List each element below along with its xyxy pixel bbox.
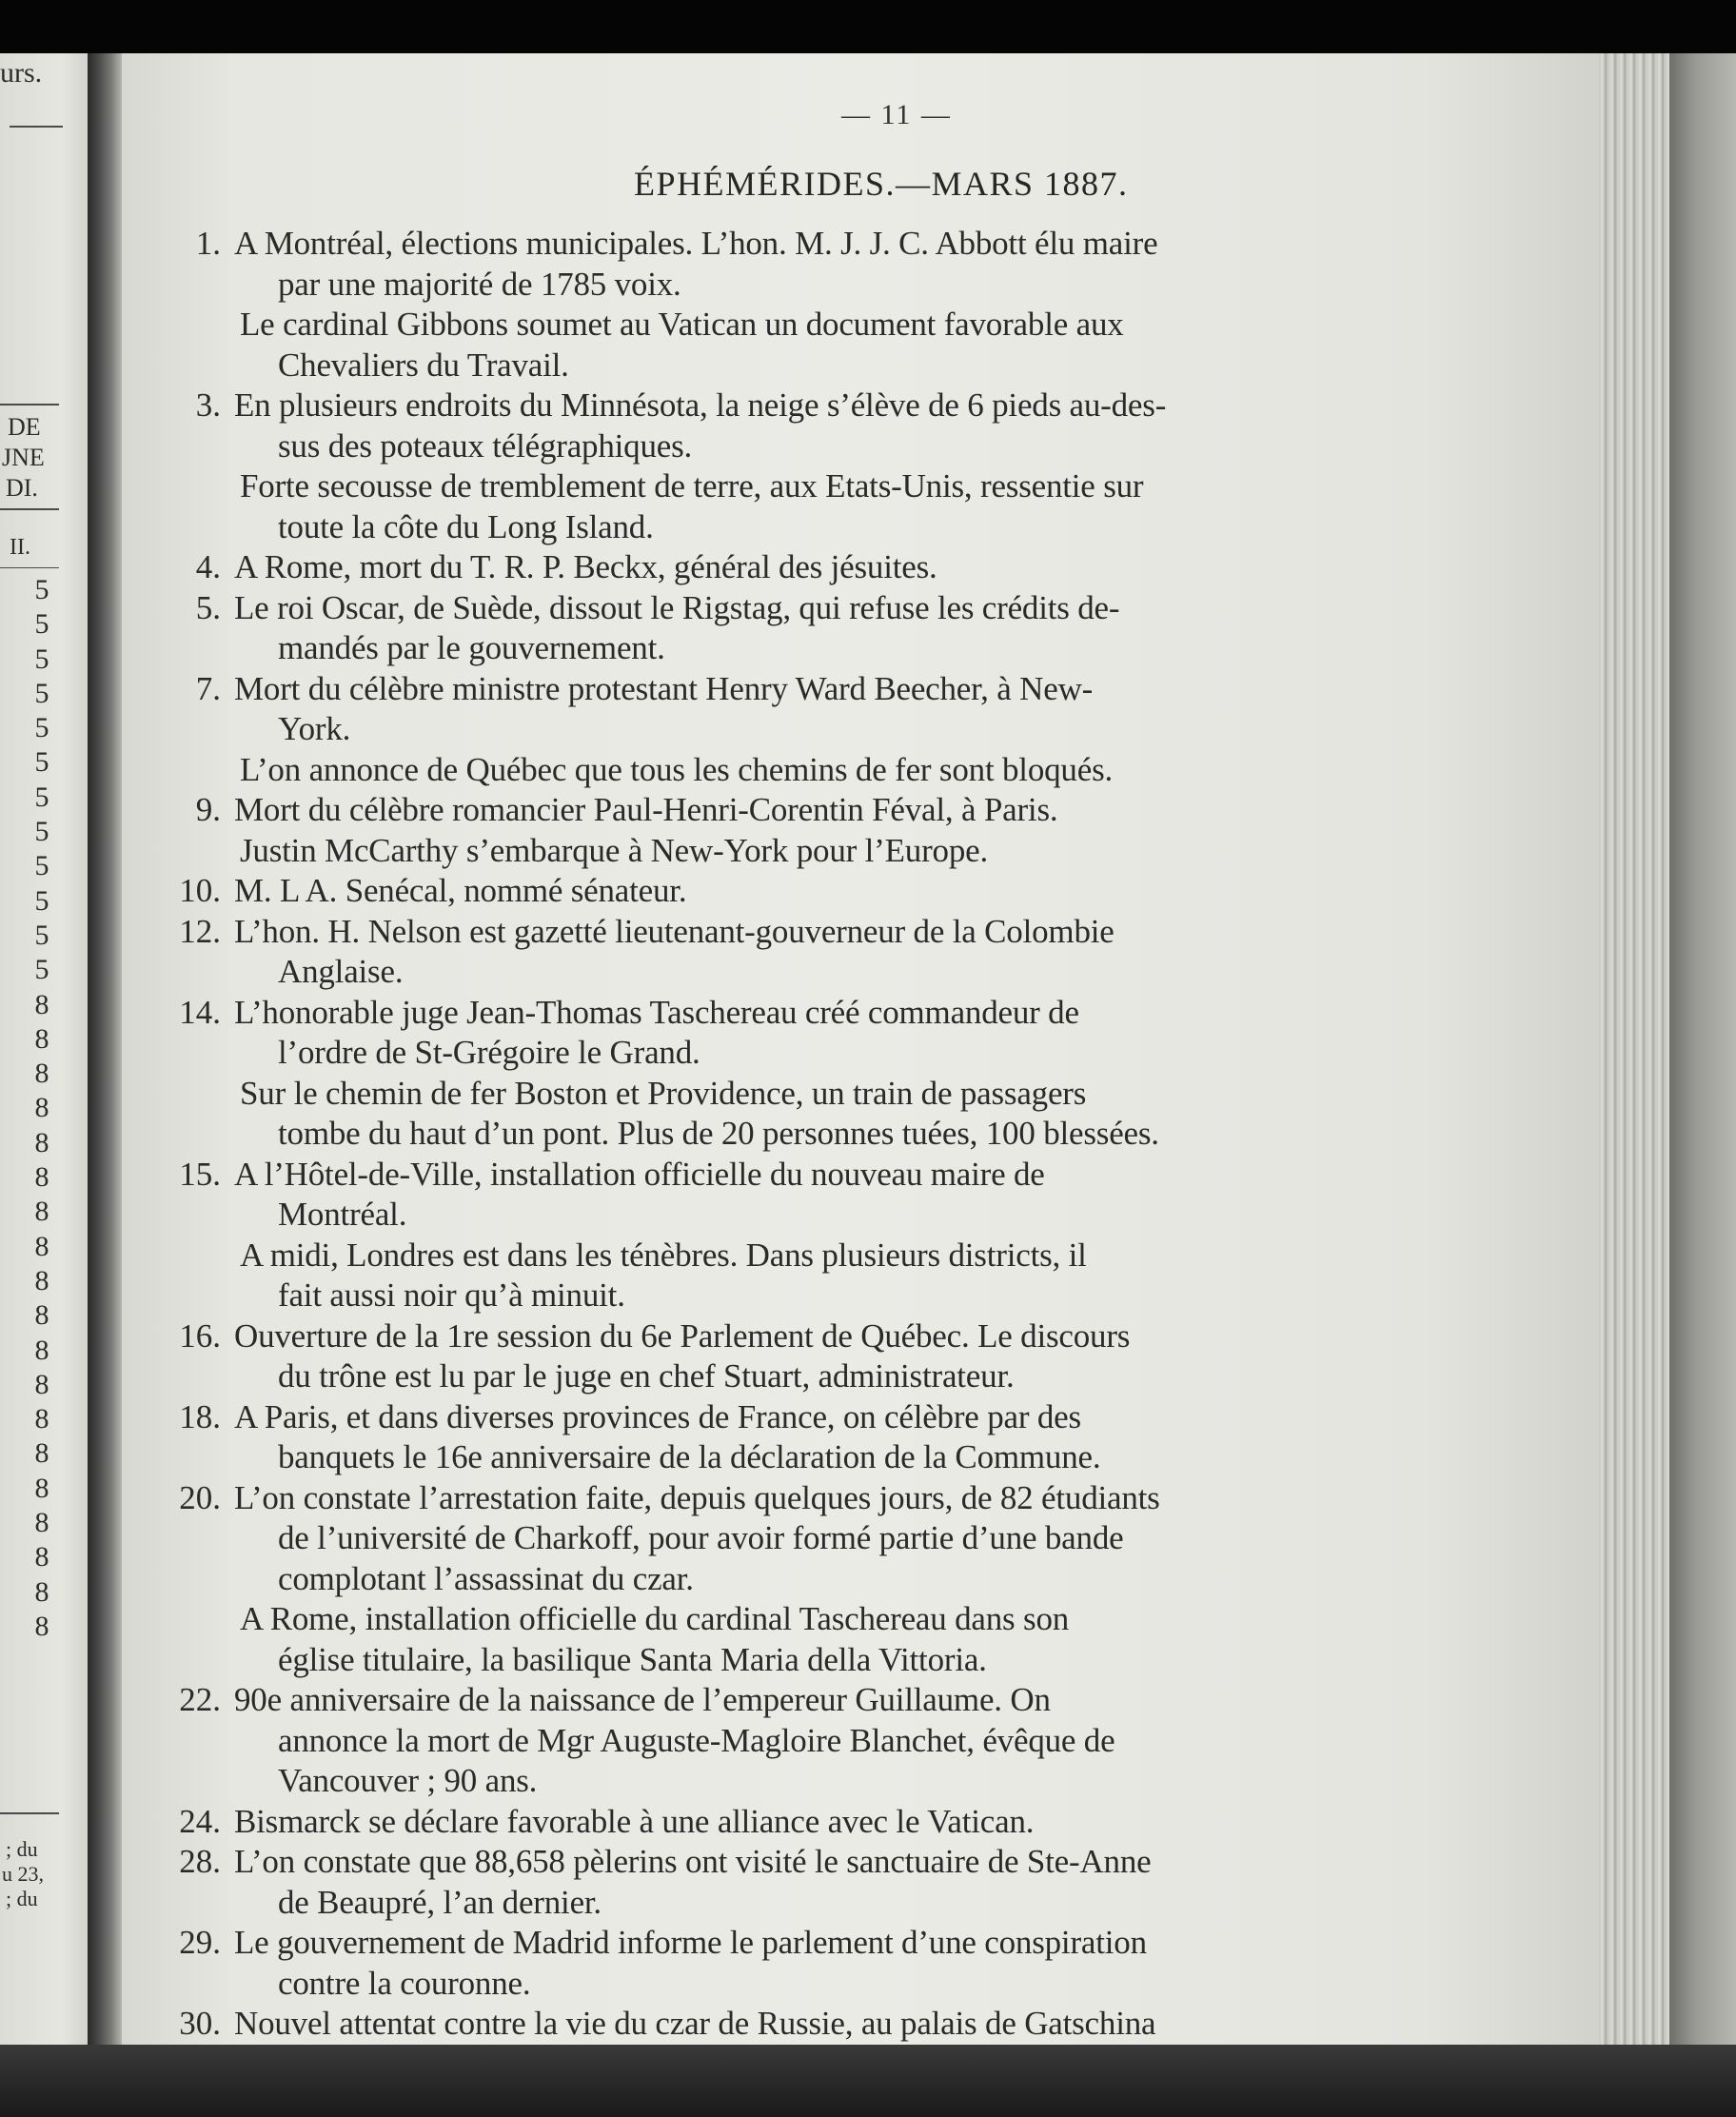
- entry-continuation-line: fait aussi noir qu’à minuit.: [278, 1276, 625, 1314]
- entry-continuation-line: par une majorité de 1785 voix.: [278, 265, 681, 303]
- entry-continuation-line: banquets le 16e anniversaire de la déclaration de la Commune.: [278, 1438, 1101, 1475]
- left-page-header-line: DI.: [6, 474, 38, 502]
- left-facing-page: [0, 53, 88, 2045]
- left-page-value: 8: [34, 1058, 49, 1090]
- left-page-value: 8: [34, 1022, 49, 1055]
- entry-continuation-line: de l’université de Charkoff, pour avoir formé partie d’une bande: [278, 1519, 1124, 1556]
- entry-line: 90e anniversaire de la naissance de l’empereur Guillaume. On: [234, 1681, 1051, 1718]
- left-page-value: 8: [34, 1437, 49, 1470]
- entry-line: Forte secousse de tremblement de terre, aux Etats-Unis, ressentie sur: [240, 467, 1144, 505]
- entry-line: L’on constate que 88,658 pèlerins ont visité le sanctuaire de Ste-Anne: [234, 1843, 1152, 1880]
- entry-date-number: 29.: [179, 1924, 221, 1961]
- entry-line: A Rome, mort du T. R. P. Beckx, général des jésuites.: [234, 548, 937, 585]
- entry-continuation-line: Vancouver ; 90 ans.: [278, 1762, 538, 1799]
- entry-date-number: 30.: [179, 2005, 221, 2042]
- entry-continuation-line: l’ordre de St-Grégoire le Grand.: [278, 1034, 700, 1071]
- left-page-value: 5: [34, 884, 49, 917]
- left-page-value: 8: [34, 1126, 49, 1158]
- left-page-value: 8: [34, 1334, 49, 1366]
- entry-line: Le roi Oscar, de Suède, dissout le Rigstag, qui refuse les crédits de-: [234, 588, 1120, 626]
- left-page-value: 5: [34, 712, 49, 744]
- entry-continuation-line: Anglaise.: [278, 953, 404, 990]
- page-number: — 11 —: [841, 99, 952, 130]
- left-page-footer-line: ; du: [6, 1837, 38, 1861]
- entry-date-number: 4.: [195, 548, 221, 585]
- left-page-value: 8: [34, 1264, 49, 1296]
- left-page-value: 5: [34, 608, 49, 641]
- entry-line: A Rome, installation officielle du cardinal Taschereau dans son: [240, 1600, 1070, 1637]
- left-page-value: 5: [34, 954, 49, 986]
- entry-continuation-line: contre la couronne.: [278, 1964, 531, 2002]
- left-page-rule: [0, 1812, 59, 1814]
- entry-date-number: 7.: [195, 669, 221, 707]
- left-page-value: 8: [34, 1299, 49, 1332]
- entries-list: [122, 53, 1599, 2045]
- left-page-value-column: [13, 573, 70, 1644]
- entry-line: Nouvel attentat contre la vie du czar de Russie, au palais de Gatschina: [234, 2005, 1156, 2042]
- entry-continuation-line: sus des poteaux télégraphiques.: [278, 426, 693, 465]
- entry-line: L’honorable juge Jean-Thomas Taschereau créé commandeur de: [234, 993, 1079, 1031]
- entry-line: A l’Hôtel-de-Ville, installation officielle du nouveau maire de: [234, 1155, 1045, 1193]
- entry-date-number: 28.: [179, 1843, 221, 1880]
- left-page-value: 5: [34, 574, 49, 605]
- left-page-value: 8: [34, 1507, 49, 1539]
- left-page-value: 5: [34, 677, 49, 709]
- left-page-value: 8: [34, 1472, 49, 1504]
- entry-line: Sur le chemin de fer Boston et Providence, un train de passagers: [240, 1074, 1087, 1112]
- scan-bottom-border: [0, 2045, 1736, 2117]
- entry-date-number: 18.: [179, 1397, 221, 1435]
- entry-line: En plusieurs endroits du Minnésota, la neige s’élève de 6 pieds au-des-: [234, 386, 1167, 424]
- entry-continuation-line: Montréal.: [278, 1196, 407, 1233]
- book-page-edges: [1599, 53, 1669, 2045]
- entry-date-number: 24.: [179, 1802, 221, 1840]
- main-page: [122, 53, 1599, 2045]
- entry-continuation-line: de Beaupré, l’an dernier.: [278, 1883, 602, 1921]
- left-page-value: 5: [34, 643, 49, 675]
- entry-line: M. L A. Senécal, nommé sénateur.: [234, 872, 687, 909]
- left-page-value: 5: [34, 816, 49, 848]
- entry-continuation-line: annonce la mort de Mgr Auguste-Magloire Blanchet, évêque de: [278, 1721, 1115, 1759]
- entry-continuation-line: York.: [278, 710, 351, 747]
- entry-continuation-line: mandés par le gouvernement.: [278, 629, 665, 666]
- entry-date-number: 3.: [195, 386, 221, 424]
- entry-date-number: 20.: [179, 1478, 221, 1516]
- entry-line: Le gouvernement de Madrid informe le parlement d’une conspiration: [234, 1924, 1147, 1961]
- left-page-value: 8: [34, 1196, 49, 1228]
- entry-date-number: 1.: [195, 225, 221, 262]
- entry-line: Ouverture de la 1re session du 6e Parlement de Québec. Le discours: [234, 1316, 1131, 1355]
- entry-line: Mort du célèbre romancier Paul-Henri-Corentin Féval, à Paris.: [234, 791, 1058, 828]
- left-page-value: 8: [34, 1368, 49, 1400]
- entry-line: A Paris, et dans diverses provinces de France, on célèbre par des: [234, 1397, 1081, 1435]
- left-page-rule: [0, 404, 59, 406]
- entry-continuation-line: Chevaliers du Travail.: [278, 346, 569, 384]
- entry-line: A midi, Londres est dans les ténèbres. Dans plusieurs districts, il: [240, 1236, 1087, 1274]
- left-page-value: 8: [34, 1230, 49, 1262]
- left-page-value: 5: [34, 919, 49, 951]
- left-page-top-fragment: urs.: [0, 57, 43, 89]
- entry-line: Mort du célèbre ministre protestant Henry Ward Beecher, à New-: [234, 669, 1094, 707]
- entry-date-number: 9.: [195, 791, 221, 828]
- entry-line: L’on annonce de Québec que tous les chemins de fer sont bloqués.: [240, 750, 1114, 788]
- scan-top-border: [0, 0, 1736, 53]
- entry-continuation-line: église titulaire, la basilique Santa Maria della Vittoria.: [278, 1640, 987, 1678]
- entry-line: Le cardinal Gibbons soumet au Vatican un document favorable aux: [240, 306, 1124, 343]
- entry-date-number: 12.: [179, 912, 221, 950]
- entry-date-number: 5.: [195, 588, 221, 626]
- entry-continuation-line: complotant l’assassinat du czar.: [278, 1559, 694, 1597]
- left-page-value: 8: [34, 1161, 49, 1194]
- left-page-footer-line: u 23,: [2, 1862, 44, 1886]
- left-page-value: 8: [34, 1092, 49, 1124]
- left-page-rule: [0, 567, 59, 568]
- left-page-value: 8: [34, 1403, 49, 1435]
- book-gutter: [88, 53, 122, 2045]
- entry-line: Justin McCarthy s’embarque à New-York pour l’Europe.: [240, 831, 989, 869]
- left-page-value: 8: [34, 1610, 49, 1642]
- left-page-value: 8: [34, 1575, 49, 1608]
- entry-date-number: 14.: [179, 993, 221, 1031]
- left-page-column-head: II.: [10, 535, 30, 560]
- left-page-rule: [10, 126, 63, 128]
- left-page-header-line: JNE: [2, 444, 45, 471]
- left-page-value: 8: [34, 1541, 49, 1573]
- entry-date-number: 10.: [179, 872, 221, 909]
- entry-date-number: 22.: [179, 1681, 221, 1718]
- left-page-value: 5: [34, 781, 49, 813]
- left-page-rule: [0, 508, 59, 510]
- entry-continuation-line: du trône est lu par le juge en chef Stuart, administrateur.: [278, 1357, 1015, 1395]
- page-title: ÉPHÉMÉRIDES.—MARS 1887.: [634, 165, 1129, 203]
- left-page-footer-line: ; du: [6, 1887, 38, 1910]
- entry-line: L’on constate l’arrestation faite, depuis quelques jours, de 82 étudiants: [234, 1478, 1160, 1516]
- entry-date-number: 16.: [179, 1316, 221, 1355]
- entry-continuation-line: tombe du haut d’un pont. Plus de 20 personnes tuées, 100 blessées.: [278, 1115, 1159, 1152]
- left-page-value: 8: [34, 988, 49, 1020]
- left-page-header-line: DE: [8, 413, 41, 441]
- scan-right-background: [1669, 53, 1736, 2045]
- left-page-value: 5: [34, 746, 49, 779]
- entry-continuation-line: toute la côte du Long Island.: [278, 507, 654, 545]
- entry-line: A Montréal, élections municipales. L’hon. M. J. J. C. Abbott élu maire: [234, 225, 1158, 262]
- entry-line: L’hon. H. Nelson est gazetté lieutenant-gouverneur de la Colombie: [234, 912, 1115, 950]
- left-page-value: 5: [34, 850, 49, 882]
- entry-date-number: 15.: [179, 1155, 221, 1193]
- entry-line: Bismarck se déclare favorable à une alliance avec le Vatican.: [234, 1802, 1035, 1840]
